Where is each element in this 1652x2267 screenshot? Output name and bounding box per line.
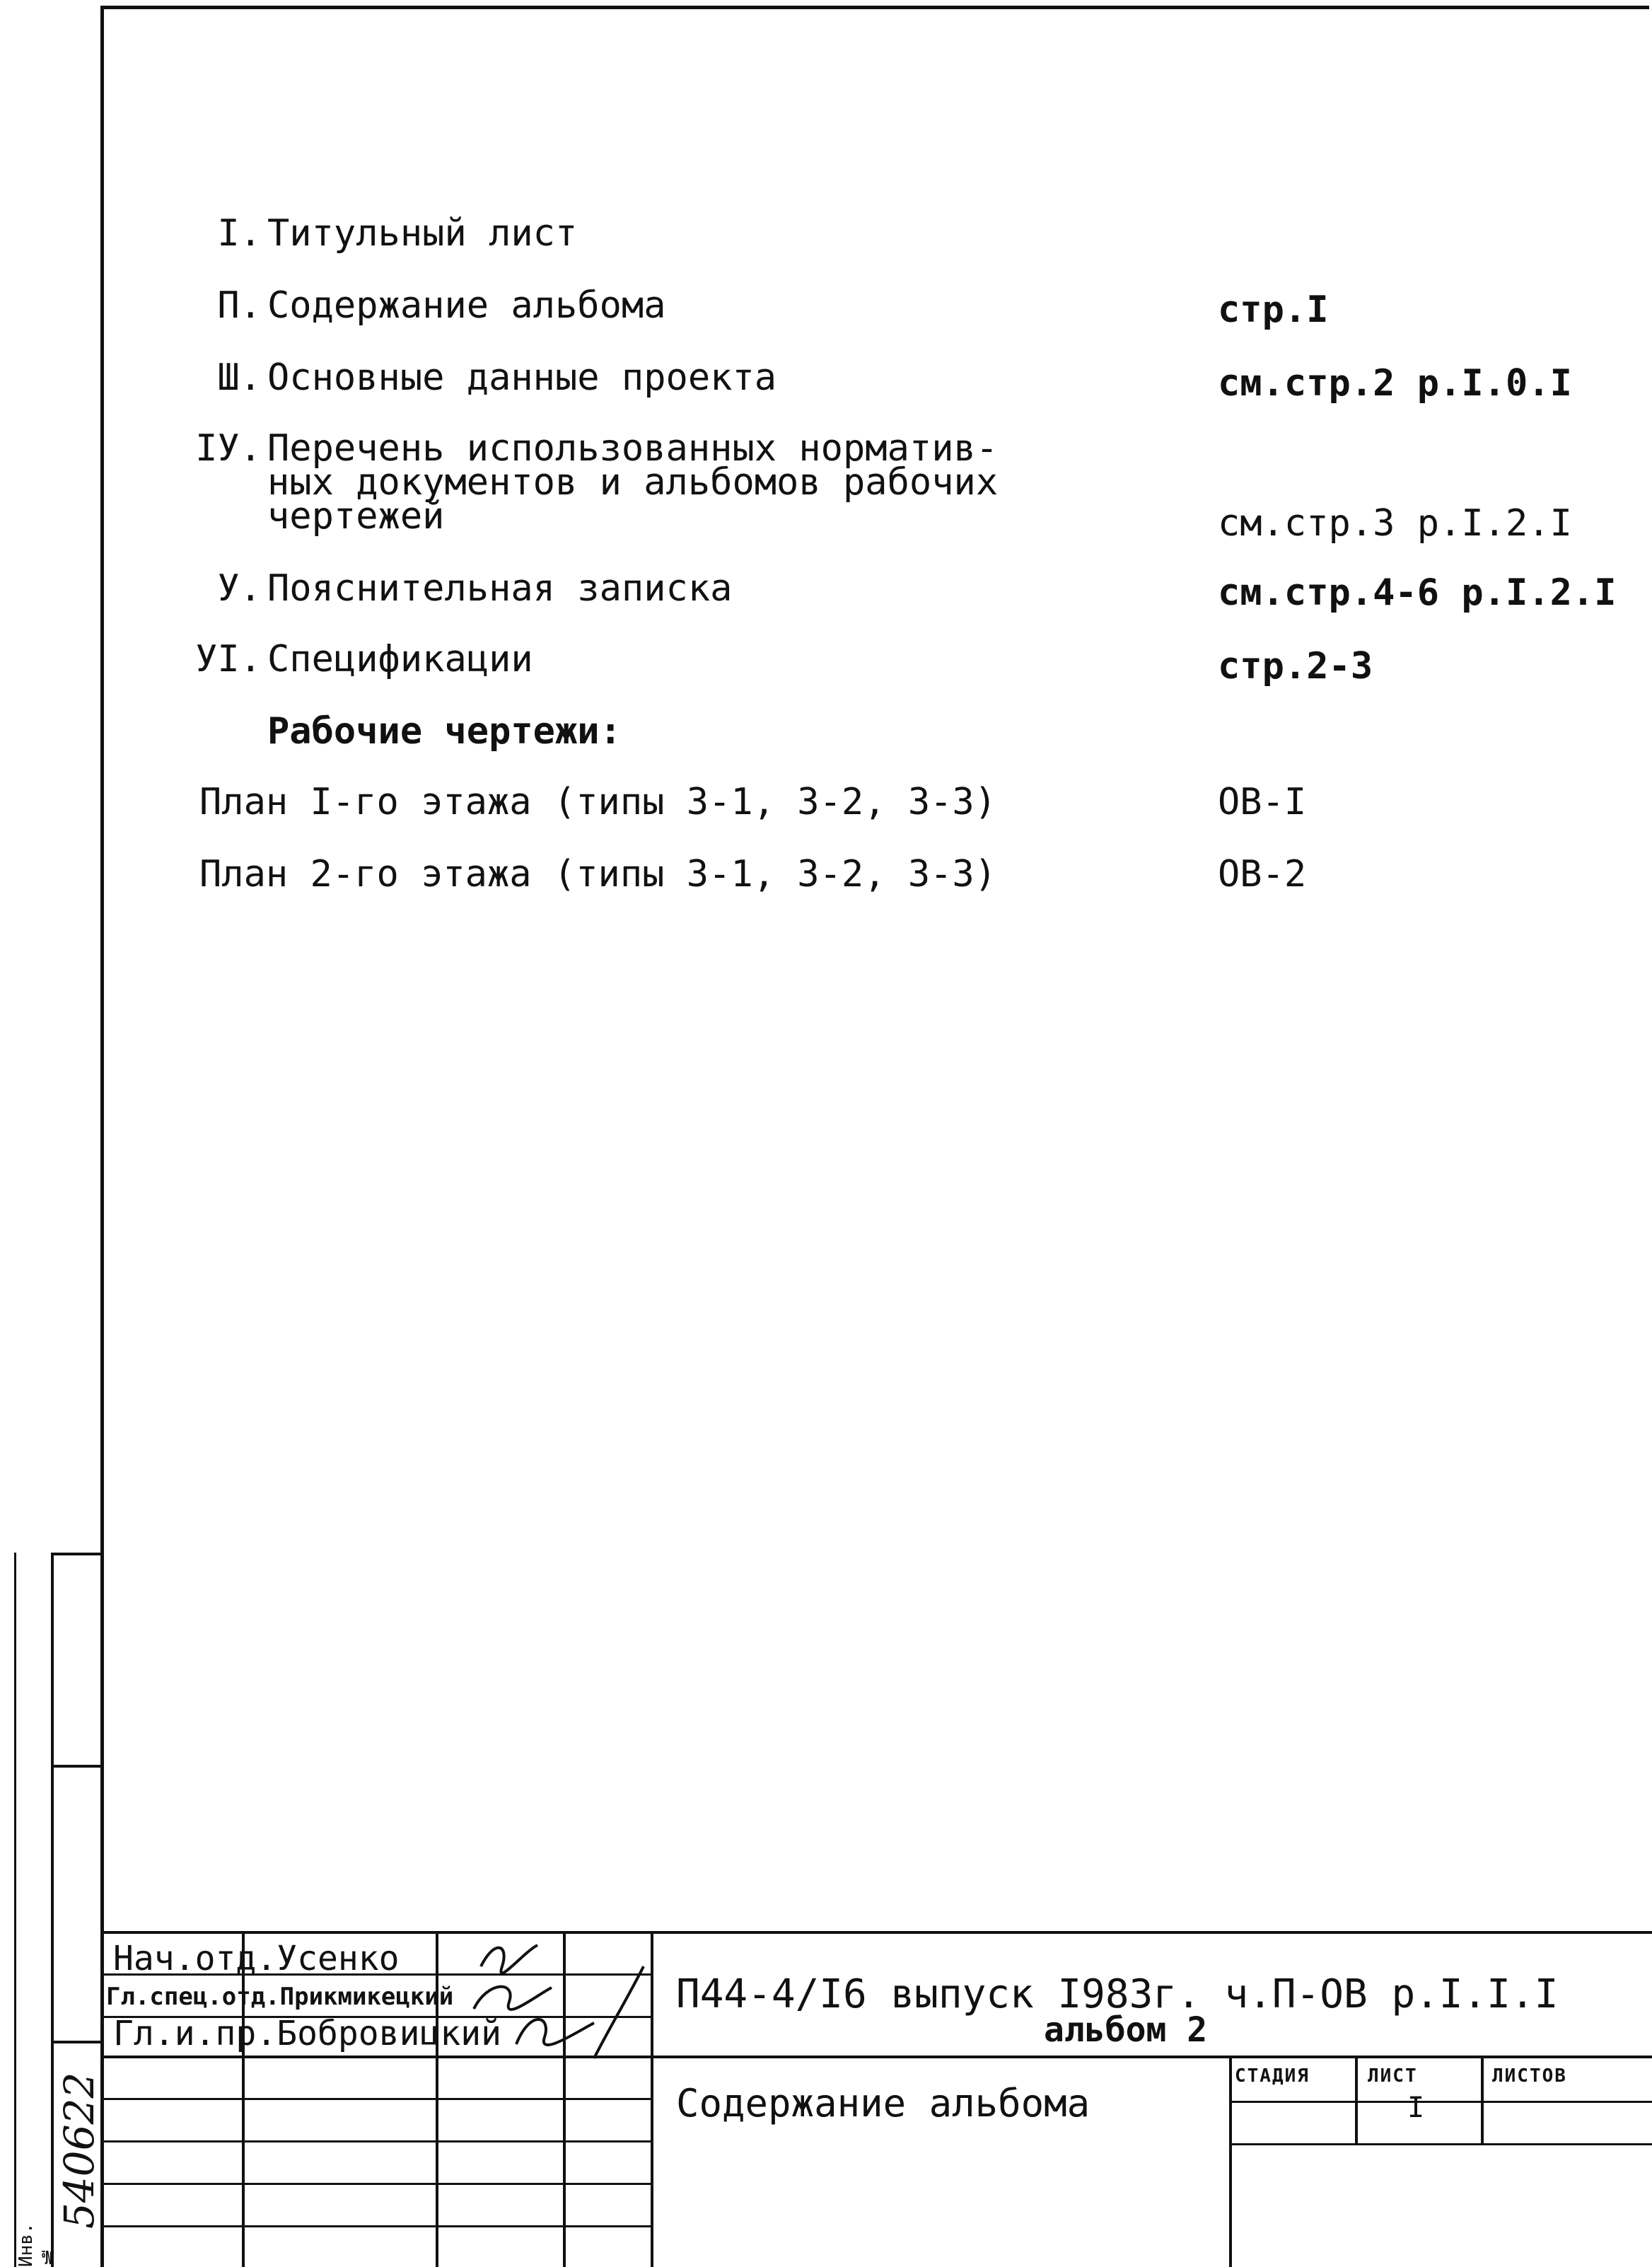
toc-num: У. xyxy=(217,567,262,610)
toc-ref: см.стр.3 р.I.2.I xyxy=(1218,502,1572,545)
toc-title-line: Перечень использованных норматив- xyxy=(267,427,999,470)
toc-ref: стр.2-3 xyxy=(1218,645,1373,688)
drawing-frame xyxy=(100,6,1649,2267)
toc-title: Спецификации xyxy=(267,638,533,680)
stamp-person: Гл.спец.отд.Прикмикецкий xyxy=(106,1983,454,2011)
stamp-line xyxy=(100,2098,652,2100)
drawing-title: План I-го этажа (типы 3-1, 3-2, 3-3) xyxy=(199,781,997,823)
inventory-label: Инв. № xyxy=(16,2222,58,2267)
toc-ref: стр.I xyxy=(1218,289,1329,331)
toc-title-line: ных документов и альбомов рабочих xyxy=(267,461,999,504)
stage-header: СТАДИЯ xyxy=(1235,2065,1310,2087)
toc-ref: см.стр.2 р.I.0.I xyxy=(1218,362,1572,405)
stamp-line xyxy=(100,2225,652,2227)
signature-scribbles xyxy=(453,1924,658,2065)
drawing-ref: ОВ-2 xyxy=(1218,853,1307,895)
sheets-header: ЛИСТОВ xyxy=(1492,2065,1567,2087)
stamp-line xyxy=(100,2140,652,2143)
stamp-line xyxy=(1355,2056,1358,2143)
album-number: альбом 2 xyxy=(1044,2010,1208,2050)
strip-line xyxy=(51,1553,100,1555)
sheet-title: Содержание альбома xyxy=(676,2081,1090,2126)
toc-title: Основные данные проекта xyxy=(267,356,777,399)
sheet-header: ЛИСТ xyxy=(1368,2065,1418,2087)
stamp-line xyxy=(1229,2101,1652,2103)
stamp-line xyxy=(100,1931,1652,1934)
toc-num: I. xyxy=(217,212,262,255)
stamp-person: Нач.отд.Усенко xyxy=(113,1939,400,1978)
strip-line xyxy=(51,1553,54,2267)
drawing-title: План 2-го этажа (типы 3-1, 3-2, 3-3) xyxy=(199,853,997,895)
stamp-line xyxy=(1229,2056,1232,2267)
sheet-number: I xyxy=(1407,2092,1425,2124)
inventory-number: 540622 xyxy=(55,2072,103,2229)
drawings-heading: Рабочие чертежи: xyxy=(267,710,622,753)
toc-title-line: чертежей xyxy=(267,495,445,538)
toc-title: Пояснительная записка xyxy=(267,567,733,610)
stamp-line xyxy=(100,2056,1652,2058)
toc-num: IУ. xyxy=(195,427,262,470)
toc-title: Содержание альбома xyxy=(267,284,666,327)
project-code: П44-4/I6 выпуск I983г. ч.П-ОВ р.I.I.I xyxy=(676,1971,1559,2017)
toc-ref: см.стр.4-6 р.I.2.I xyxy=(1218,572,1617,614)
stamp-person: Гл.и.пр.Бобровицкий xyxy=(113,2014,502,2053)
toc-num: Ш. xyxy=(217,356,262,399)
drawing-ref: ОВ-I xyxy=(1218,781,1307,823)
strip-line xyxy=(51,1765,100,1768)
toc-num: П. xyxy=(217,284,262,327)
stamp-line xyxy=(1229,2143,1652,2145)
stamp-line xyxy=(1481,2056,1484,2143)
toc-title: Титульный лист xyxy=(267,212,578,255)
strip-line xyxy=(14,1553,16,2267)
stamp-line xyxy=(100,2183,652,2185)
toc-num: УI. xyxy=(195,638,262,680)
